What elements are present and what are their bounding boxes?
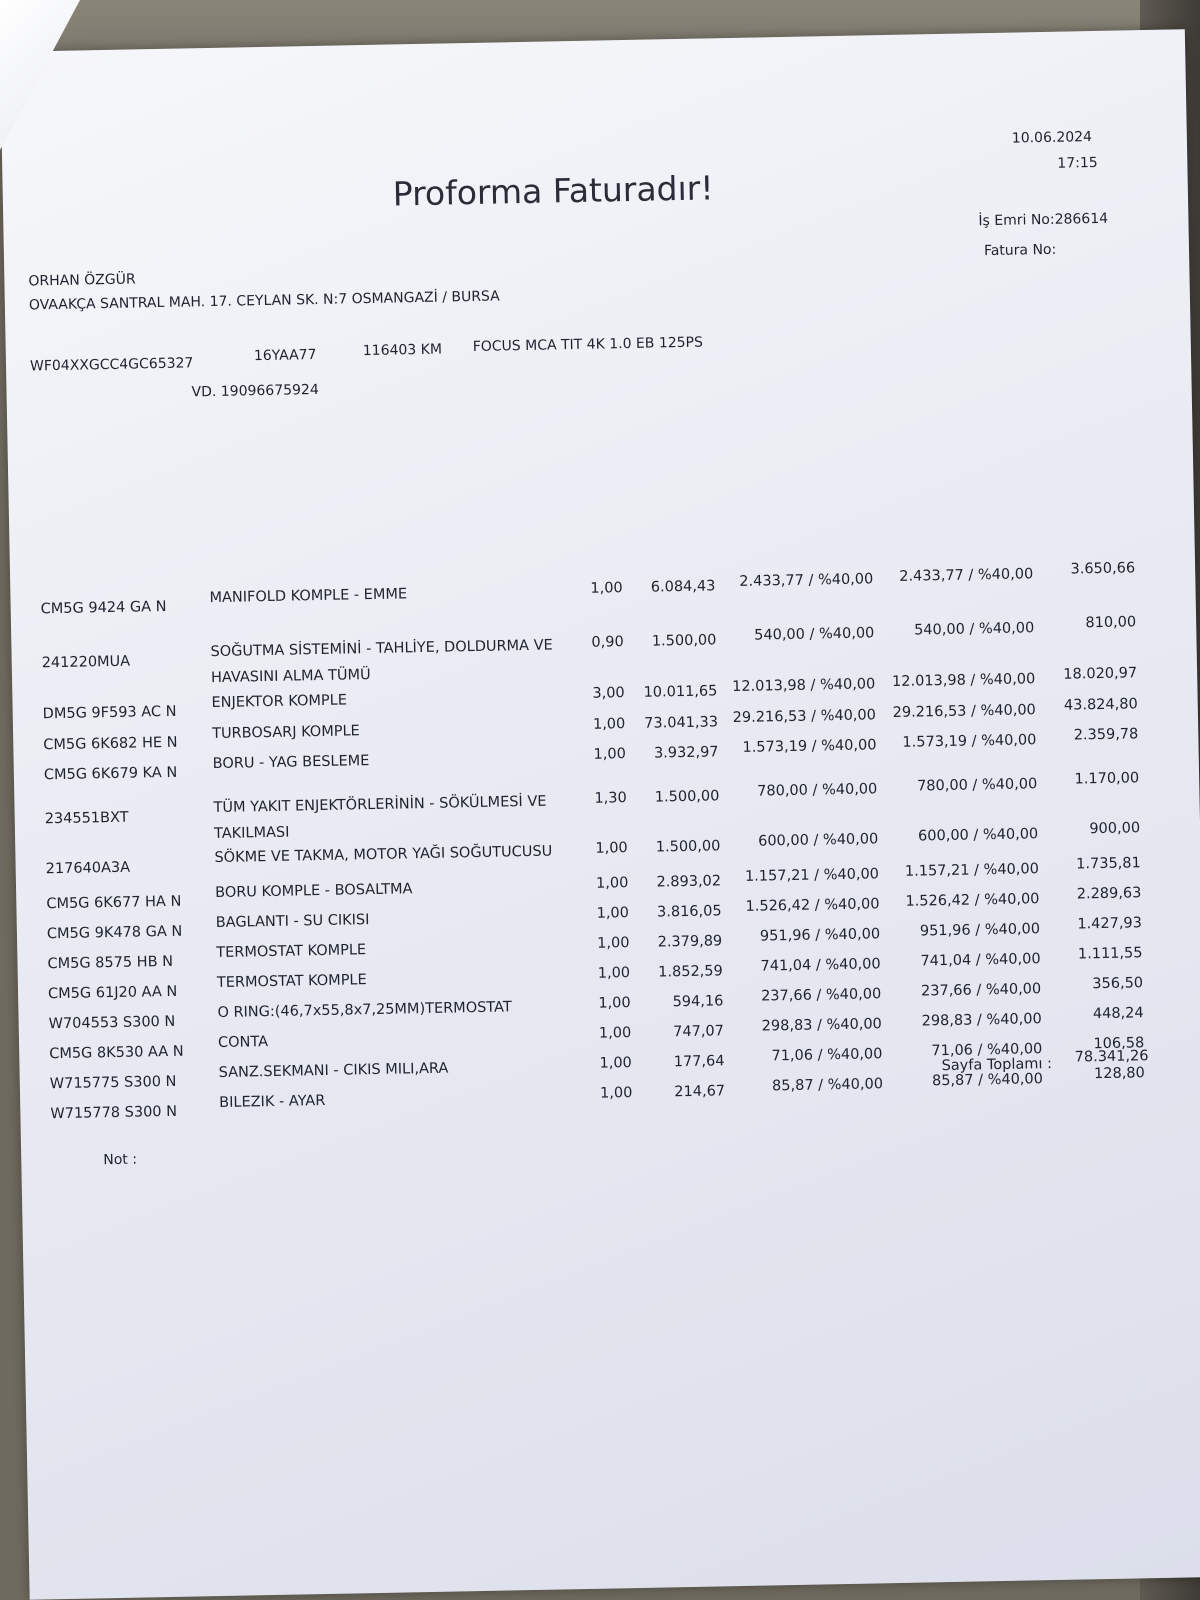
page-title: Proforma Faturadır! [392,168,714,214]
item-disc1: 1.157,21 / %40,00 [744,866,880,885]
item-disc2: 780,00 / %40,00 [916,776,1038,795]
item-total: 448,24 [1092,1005,1144,1023]
item-total: 1.111,55 [1077,945,1143,963]
item-code: DM5G 9F593 AC N [42,703,177,723]
item-qty: 1,30 [594,790,627,807]
item-price: 3.816,05 [656,903,722,921]
item-desc: CONTA [217,1034,269,1051]
item-disc1: 85,87 / %40,00 [771,1076,884,1095]
item-code: W715778 S300 N [50,1103,178,1123]
item-disc2: 2.433,77 / %40,00 [899,566,1034,585]
item-price: 3.932,97 [653,744,719,762]
item-price: 6.084,43 [650,578,716,596]
item-desc2: TAKILMASI [213,824,290,843]
item-total: 106,58 [1093,1035,1145,1053]
invoice-page [0,29,1200,1599]
item-disc1: 780,00 / %40,00 [757,781,878,800]
item-qty: 1,00 [598,1025,632,1042]
item-price: 747,07 [673,1023,725,1041]
item-disc2: 298,83 / %40,00 [921,1011,1042,1030]
item-disc1: 741,04 / %40,00 [760,956,881,975]
item-code: CM5G 8K530 AA N [49,1043,184,1063]
item-qty: 1,00 [590,580,623,597]
item-price: 10.011,65 [643,683,718,701]
item-desc: TURBOSARJ KOMPLE [211,723,360,743]
item-desc: ENJEKTOR KOMPLE [211,692,348,712]
item-disc2: 237,66 / %40,00 [920,981,1042,1000]
item-disc2: 1.573,19 / %40,00 [902,732,1037,751]
item-total: 900,00 [1089,820,1141,838]
item-qty: 1,00 [597,935,630,952]
item-disc1: 1.573,19 / %40,00 [742,737,877,756]
item-disc1: 951,96 / %40,00 [759,926,881,945]
subtotal-value: 78.341,26 [1074,1048,1149,1066]
item-disc2: 540,00 / %40,00 [913,620,1035,639]
item-total: 1.735,81 [1076,855,1141,873]
item-total: 43.824,80 [1063,696,1138,714]
item-qty: 1,00 [597,965,631,982]
item-disc2: 71,06 / %40,00 [931,1041,1043,1060]
customer-address: OVAAKÇA SANTRAL MAH. 17. CEYLAN SK. N:7 OSMANGAZİ / BURSA [28,288,500,314]
item-disc2: 12.013,98 / %40,00 [891,671,1036,690]
item-total: 810,00 [1085,614,1137,632]
item-code: CM5G 61J20 AA N [47,983,178,1003]
item-total: 2.359,78 [1073,726,1139,744]
item-disc2: 29.216,53 / %40,00 [892,702,1036,721]
item-desc: TERMOSTAT KOMPLE [216,972,367,992]
item-disc1: 237,66 / %40,00 [760,986,882,1005]
item-desc: BORU KOMPLE - BOSALTMA [215,881,413,902]
item-total: 2.289,63 [1076,885,1142,903]
item-qty: 1,00 [599,1055,632,1072]
item-disc2: 951,96 / %40,00 [919,921,1041,940]
item-qty: 1,00 [598,995,631,1012]
item-desc: SOĞUTMA SİSTEMİNİ - TAHLİYE, DOLDURMA VE [210,637,553,661]
vehicle-plate: 16YAA77 [253,346,317,365]
invoice-number-label: Fatura No: [983,241,1057,260]
item-total: 18.020,97 [1063,665,1138,683]
item-code: W704553 S300 N [48,1013,176,1033]
item-total: 128,80 [1093,1065,1145,1083]
item-code: CM5G 9424 GA N [40,598,167,618]
tax-number: VD. 19096675924 [191,381,319,401]
item-disc1: 540,00 / %40,00 [754,625,875,644]
item-qty: 1,00 [595,840,628,857]
item-desc2: HAVASINI ALMA TÜMÜ [210,667,371,687]
item-price: 73.041,33 [644,714,719,732]
item-price: 214,67 [674,1083,726,1101]
item-price: 1.500,00 [651,632,717,650]
invoice-time: 17:15 [1057,154,1098,172]
item-disc1: 2.433,77 / %40,00 [739,571,874,590]
item-desc: BAGLANTI - SU CIKISI [215,912,370,932]
item-code: 241220MUA [41,653,131,672]
item-disc1: 1.526,42 / %40,00 [745,896,880,915]
item-price: 1.500,00 [655,838,721,856]
item-desc: O RING:(46,7x55,8x7,25MM)TERMOSTAT [217,999,512,1022]
item-price: 2.379,89 [657,933,723,951]
customer-name: ORHAN ÖZGÜR [28,271,136,290]
item-code: 217640A3A [45,859,131,878]
item-qty: 3,00 [592,685,625,702]
item-desc: TÜM YAKIT ENJEKTÖRLERİNİN - SÖKÜLMESİ VE [213,793,547,817]
item-code: 234551BXT [44,809,129,828]
table-row [10,560,1160,622]
item-disc2: 1.526,42 / %40,00 [905,891,1040,910]
vehicle-model: FOCUS MCA TIT 4K 1.0 EB 125PS [472,334,704,355]
item-code: CM5G 6K682 HE N [43,734,178,754]
note-label: Not : [103,1151,138,1169]
item-qty: 0,90 [591,634,624,651]
item-price: 177,64 [673,1053,725,1071]
item-desc: TERMOSTAT KOMPLE [216,942,367,962]
item-total: 1.170,00 [1074,770,1140,788]
item-desc: BILEZIK - AYAR [219,1092,326,1111]
item-code: CM5G 6K679 KA N [43,764,178,784]
item-desc: MANIFOLD KOMPLE - EMME [209,586,408,607]
item-code: CM5G 9K478 GA N [46,923,183,943]
vehicle-km: 116403 KM [362,341,443,360]
item-disc1: 298,83 / %40,00 [761,1016,882,1035]
item-disc1: 600,00 / %40,00 [758,831,879,850]
item-qty: 1,00 [599,1085,633,1102]
item-price: 1.500,00 [654,788,720,806]
item-total: 356,50 [1092,975,1144,993]
item-disc1: 29.216,53 / %40,00 [732,707,877,727]
item-desc: SANZ.SEKMANI - CIKIS MILI,ARA [218,1060,449,1081]
invoice-date: 10.06.2024 [1011,129,1093,147]
item-disc1: 71,06 / %40,00 [771,1046,883,1065]
item-desc: BORU - YAG BESLEME [212,753,370,773]
item-disc2: 741,04 / %40,00 [920,951,1041,970]
vehicle-vin: WF04XXGCC4GC65327 [29,355,194,375]
item-qty: 1,00 [595,875,629,892]
item-price: 1.852,59 [658,963,723,981]
item-qty: 1,00 [596,905,630,922]
item-disc2: 600,00 / %40,00 [917,826,1039,845]
item-disc1: 12.013,98 / %40,00 [731,676,876,696]
item-desc: SÖKME VE TAKMA, MOTOR YAĞI SOĞUTUCUSU [214,843,553,867]
item-price: 594,16 [672,993,724,1011]
item-qty: 1,00 [592,716,626,733]
work-order-number: İş Emri No:286614 [978,210,1109,230]
item-code: CM5G 6K677 HA N [46,893,182,913]
item-code: W715775 S300 N [49,1073,177,1093]
item-qty: 1,00 [593,746,627,763]
item-total: 1.427,93 [1077,915,1143,933]
item-price: 2.893,02 [656,873,722,891]
item-disc2: 85,87 / %40,00 [931,1071,1044,1090]
subtotal-label: Sayfa Toplamı : [941,1055,1053,1075]
item-disc2: 1.157,21 / %40,00 [904,861,1040,880]
item-code: CM5G 8575 HB N [47,953,174,973]
item-total: 3.650,66 [1070,560,1136,578]
